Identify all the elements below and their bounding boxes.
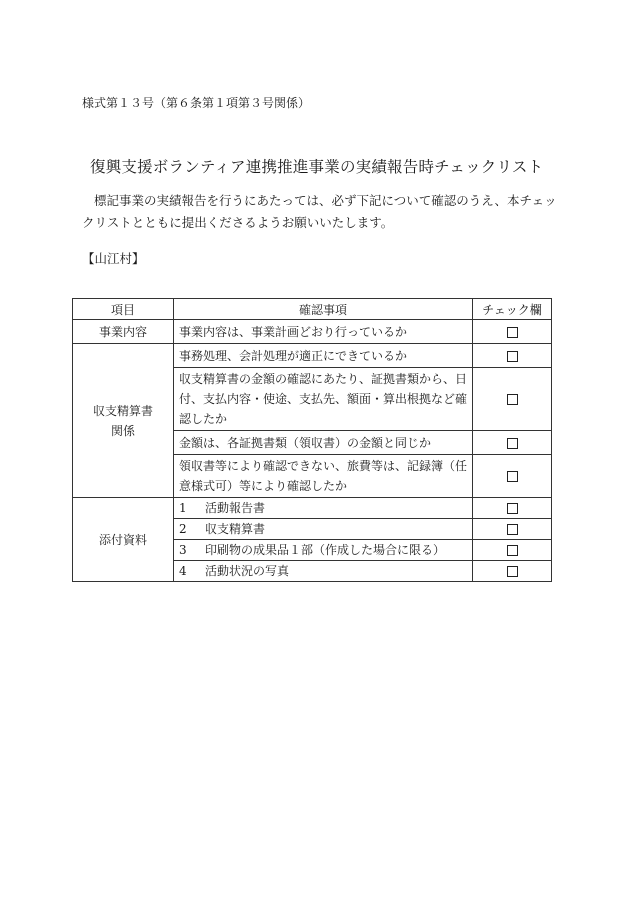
category-business: 事業内容: [73, 320, 174, 344]
check-item-text: [174, 561, 473, 582]
checkbox-cell[interactable]: [473, 498, 552, 519]
checkbox-cell[interactable]: [473, 344, 552, 368]
checkbox[interactable]: [507, 471, 518, 482]
item-number: 3: [179, 543, 187, 557]
checkbox-cell[interactable]: [473, 320, 552, 344]
item-label: 印刷物の成果品１部（作成した場合に限る）: [205, 543, 446, 557]
check-item-text: [174, 498, 473, 519]
category-line: 収支精算書: [92, 403, 153, 418]
village-label: 【山江村】: [82, 251, 145, 266]
check-item-text: 事業内容は、事業計画どおり行っているか: [174, 320, 473, 344]
document-title: 復興支援ボランティア連携推進事業の実績報告時チェックリスト: [90, 158, 544, 176]
checkbox-cell[interactable]: [473, 540, 552, 561]
checkbox[interactable]: [507, 351, 518, 362]
header-confirmation: 確認事項: [174, 299, 473, 320]
item-label: 活動報告書: [205, 501, 266, 515]
checkbox-cell[interactable]: [473, 455, 552, 498]
checkbox[interactable]: [507, 524, 518, 535]
header-item: 項目: [73, 299, 174, 320]
item-number: 2: [179, 522, 187, 536]
checkbox[interactable]: [507, 327, 518, 338]
form-number: 様式第１３号（第６条第１項第３号関係）: [82, 96, 311, 110]
checkbox-cell[interactable]: [473, 431, 552, 455]
item-number: 4: [179, 564, 187, 578]
category-line: 関係: [110, 423, 135, 438]
check-item-text: [174, 519, 473, 540]
table-row: [73, 344, 552, 368]
checkbox-cell[interactable]: [473, 368, 552, 431]
table-row: [73, 320, 552, 344]
checkbox[interactable]: [507, 394, 518, 405]
checkbox[interactable]: [507, 545, 518, 556]
check-item-text: 領収書等により確認できない、旅費等は、記録簿（任意様式可）等により確認したか: [174, 455, 473, 498]
item-label: 活動状況の写真: [205, 564, 290, 578]
item-label: 収支精算書: [205, 522, 266, 536]
checkbox-cell[interactable]: [473, 519, 552, 540]
check-item-text: 事務処理、会計処理が適正にできているか: [174, 344, 473, 368]
checklist-table: [72, 298, 552, 582]
table-header-row: [73, 299, 552, 320]
category-settlement: [73, 344, 174, 498]
header-check: チェック欄: [473, 299, 552, 320]
check-item-text: [174, 540, 473, 561]
intro-paragraph: 標記事業の実績報告を行うにあたっては、必ず下記について確認のうえ、本チェックリストとともに提出くださるようお願いいたします。: [82, 193, 557, 230]
check-item-text: 収支精算書の金額の確認にあたり、証拠書類から、日付、支払内容・使途、支払先、額面・算出根拠など確認したか: [174, 368, 473, 431]
checkbox[interactable]: [507, 438, 518, 449]
checkbox[interactable]: [507, 503, 518, 514]
table-row: [73, 498, 552, 519]
category-attachments: 添付資料: [73, 498, 174, 582]
checkbox[interactable]: [507, 566, 518, 577]
check-item-text: 金額は、各証拠書類（領収書）の金額と同じか: [174, 431, 473, 455]
checkbox-cell[interactable]: [473, 561, 552, 582]
item-number: 1: [179, 501, 187, 515]
